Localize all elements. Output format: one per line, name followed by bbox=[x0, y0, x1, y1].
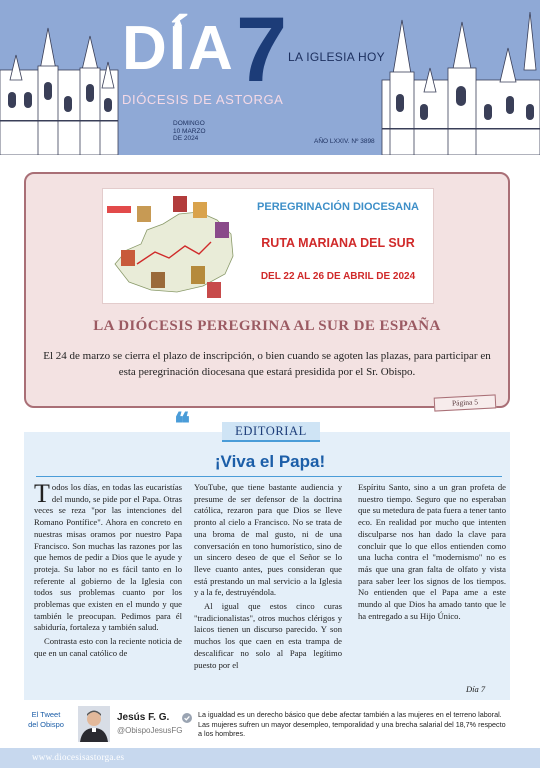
date-line: DOMINGO bbox=[173, 120, 205, 127]
masthead bbox=[0, 0, 540, 155]
paragraph: Contrasta esto con la reciente noticia de que en un canal católico de bbox=[34, 636, 182, 658]
paragraph-text: odos los días, en todas las eucaristías del mundo, se pide por el Papa. Otras veces se reza "por las intenciones del Romano Pontífice". Ahora en concreto en nuestras misas oramos por nuestro Papa Francisco. Son muchas las razones por las que hemos de pedir a Dios que le ayude y proteja. Su labor no es fácil tanto en lo referente al gobierno de la Iglesia con todos sus problemas cuanto por los problemas que existen en el mundo y que también le preocupan. Pedimos para él sabiduría, fortaleza y también salud. bbox=[34, 482, 182, 633]
issue-date bbox=[173, 120, 206, 143]
tweet-author-handle[interactable]: @ObispoJesusFG bbox=[117, 726, 183, 735]
drop-cap: T bbox=[34, 479, 50, 508]
tweet-section-label bbox=[24, 710, 68, 730]
banner-route: RUTA MARIANA DEL SUR bbox=[261, 236, 415, 250]
paragraph bbox=[34, 479, 182, 634]
tweet-label-line: del Obispo bbox=[28, 720, 64, 729]
bishop-avatar-icon[interactable] bbox=[78, 706, 110, 742]
bishop-tweet bbox=[24, 704, 510, 746]
divider bbox=[36, 476, 502, 477]
tweet-label-line: El Tweet bbox=[31, 710, 61, 719]
date-line: 10 MARZO bbox=[173, 127, 206, 135]
feature-summary: El 24 de marzo se cierra el plazo de inscripción, o bien cuando se agoten las plazas, para participar en esta peregrinación diocesana que estará presidida por el Sr. Obispo. bbox=[43, 350, 491, 378]
editorial-label: EDITORIAL bbox=[222, 422, 320, 442]
website-link[interactable]: www.diocesisastorga.es bbox=[32, 752, 125, 762]
logo-dia: DÍA bbox=[122, 14, 235, 83]
quote-icon: ❝ bbox=[174, 408, 191, 441]
issue-number: AÑO LXXIV. Nº 3898 bbox=[314, 138, 375, 145]
editorial-signature: Día 7 bbox=[466, 684, 486, 694]
date-line: DE 2024 bbox=[173, 135, 199, 142]
logo-subtitle: LA IGLESIA HOY bbox=[288, 50, 385, 64]
route-map-icon bbox=[107, 194, 241, 300]
paragraph: Espíritu Santo, sino a un gran profeta de nuestro tiempo. Seguro que no esperaban que su metedura de pata fuera a tener tanto eco. En realidad por mucho que intenten disculparse nos han dado la clave para concluir que lo que ellos entienden como una lucha contra el "modernismo" no es más que una gran falta de olfato y vista para saber leer los signos de los tiempos. No entienden que el Papa ame a este mundo al que Dios ha amado tanto que le ha entregado a su Hijo Único. bbox=[358, 482, 506, 621]
paragraph: Al igual que estos cinco curas "tradicionalistas", otros muchos clérigos y laicos tienen un discurso parecido. Y son muchos los que caen en esta trampa de descalificar no solo al Papa legítimo puesto por el bbox=[194, 601, 342, 670]
editorial-column-1 bbox=[34, 479, 182, 662]
banner-dates: DEL 22 AL 26 DE ABRIL DE 2024 bbox=[260, 271, 416, 282]
editorial-title: ¡Viva el Papa! bbox=[214, 452, 326, 471]
footer-bar bbox=[0, 748, 540, 768]
diocese-name: DIÓCESIS DE ASTORGA bbox=[122, 92, 284, 107]
paragraph: YouTube, que tiene bastante audiencia y presume de ser defensor de la doctrina católica, rezaron para que Dios se lleve pronto al cielo a Francisco. No se trata de una broma de mal gusto, ni de una conversación en tono humorístico, sino de un sincero deseo de que el Señor se lo lleve cuanto antes, pues consideran que está prestando un mal servicio a la Iglesia y a la fe, destruyéndola. bbox=[194, 482, 342, 598]
feature-headline: LA DIÓCESIS PEREGRINA AL SUR DE ESPAÑA bbox=[93, 318, 441, 334]
editorial-column-3 bbox=[358, 482, 506, 624]
verified-check-icon bbox=[182, 713, 192, 723]
feature-box bbox=[24, 172, 510, 408]
banner-title: PEREGRINACIÓN DIOCESANA bbox=[257, 201, 419, 213]
tweet-text: La igualdad es un derecho básico que debe afectar también a las mujeres en el terreno laboral. Las mujeres sufren un mayor desempleo, temporalidad y una brecha salarial del 18,7% respecto a los hombres. bbox=[198, 710, 506, 739]
pilgrimage-banner[interactable] bbox=[102, 188, 434, 304]
tweet-author-name[interactable]: Jesús F. G. bbox=[117, 712, 170, 723]
editorial-column-2 bbox=[194, 482, 342, 673]
page-reference[interactable]: Página 5 bbox=[434, 394, 497, 411]
logo-seven: 7 bbox=[236, 0, 288, 101]
